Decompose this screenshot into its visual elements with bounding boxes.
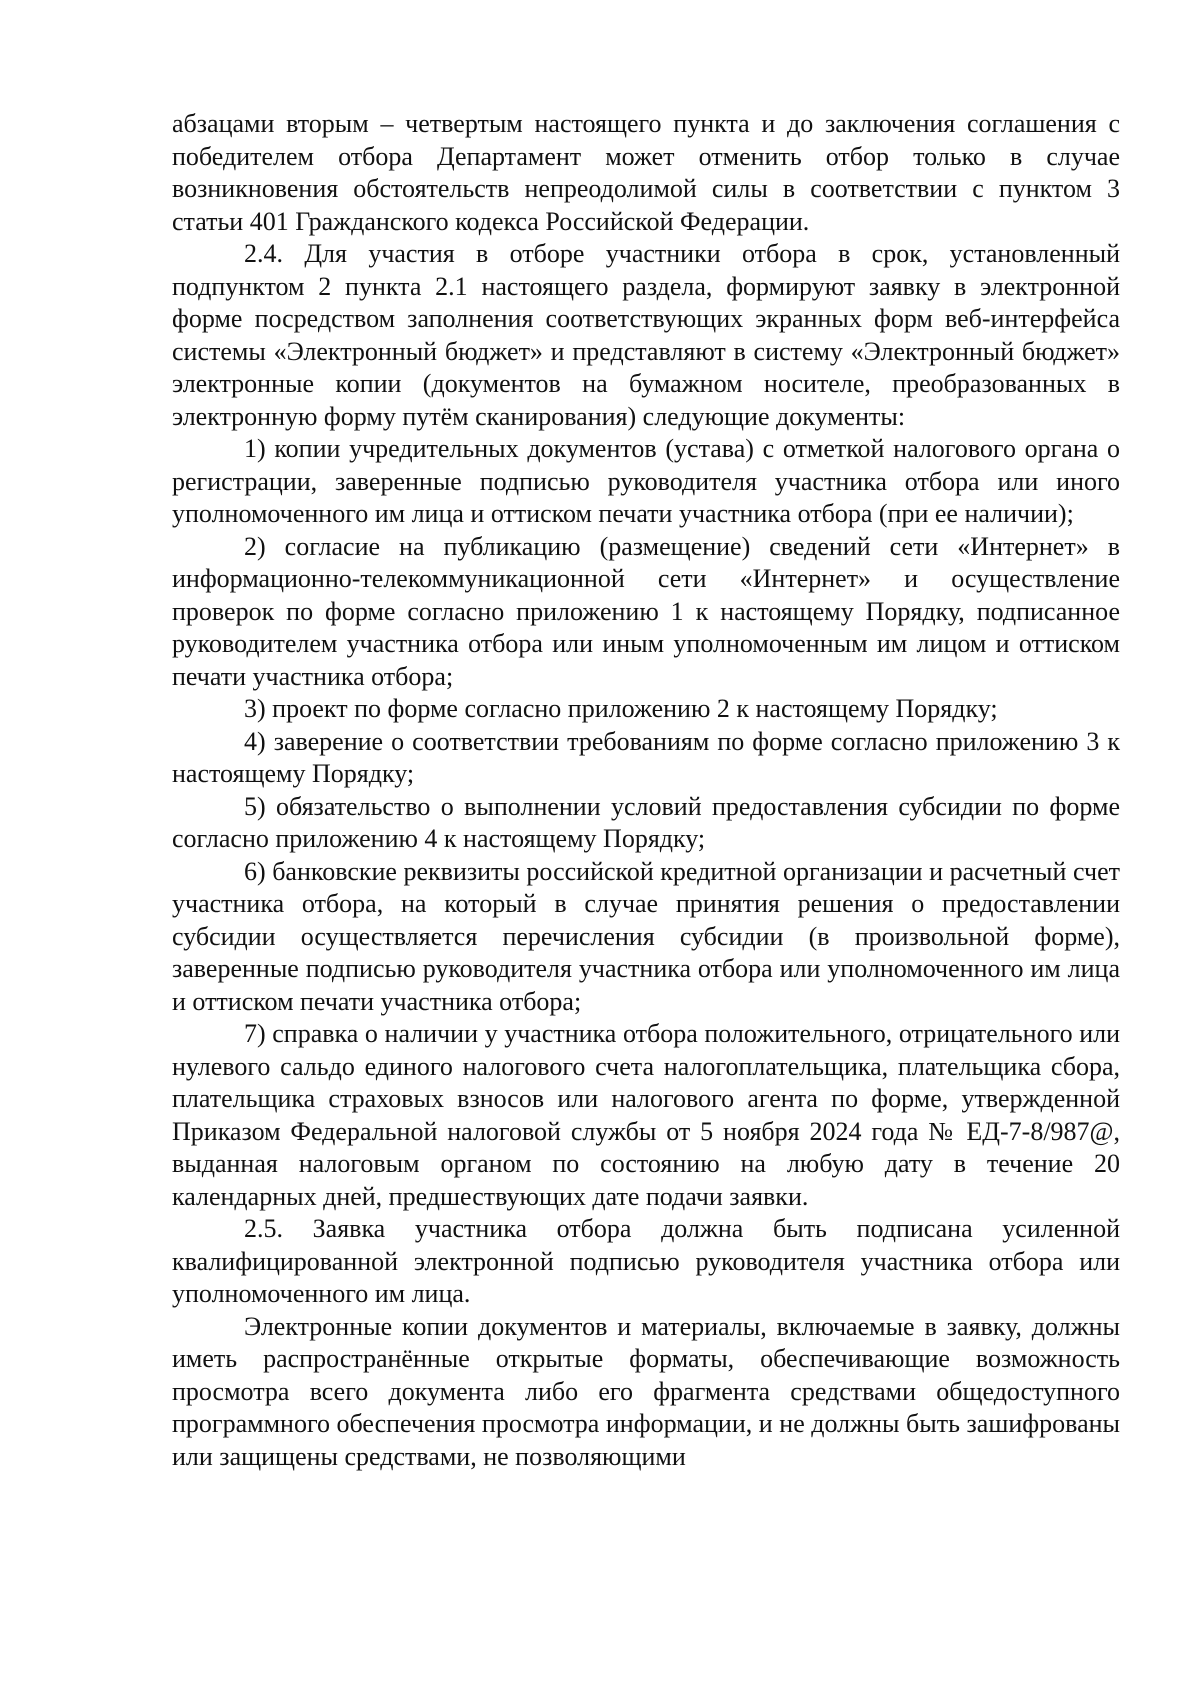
paragraph-continuation: абзацами вторым – четвертым настоящего пункта и до заключения соглашения с победителем отбора Департамент может отменить отбор только в случае возникновения обстоятельств непреодолимой силы в соответствии с пунктом 3 статьи 401 Гражданского кодекса Российской Федерации.: [172, 109, 1120, 236]
list-item-6: 6) банковские реквизиты российской кредитной организации и расчетный счет участника отбора, на который в случае принятия решения о предоставлении субсидии осуществляется перечисления субсидии (в произвольной форме), заверенные подписью руководителя участника отбора или уполномоченного им лица и оттиском печати участника отбора;: [172, 856, 1120, 1016]
list-item-7: 7) справка о наличии у участника отбора положительного, отрицательного или нулевого сальдо единого налогового счета налогоплательщика, плательщика сбора, плательщика страховых взносов или налогового агента по форме, утвержденной Приказом Федеральной налоговой службы от 5 ноября 2024 года № ЕД-7-8/987@, выданная налоговым органом по состоянию на любую дату в течение 20 календарных дней, предшествующих дате подачи заявки.: [172, 1019, 1120, 1211]
list-item-1: 1) копии учредительных документов (устава) с отметкой налогового органа о регистрации, заверенные подписью руководителя участника отбора или иного уполномоченного им лица и оттиском печати участника отбора (при ее наличии);: [172, 434, 1120, 528]
list-item-4: 4) заверение о соответствии требованиям по форме согласно приложению 3 к настоящему Порядку;: [172, 726, 1120, 788]
list-item-5: 5) обязательство о выполнении условий предоставления субсидии по форме согласно приложению 4 к настоящему Порядку;: [172, 791, 1120, 853]
paragraph-electronic-copies: Электронные копии документов и материалы, включаемые в заявку, должны иметь распространённые открытые форматы, обеспечивающие возможность просмотра всего документа либо его фрагмента средствами общедоступного программного обеспечения просмотра информации, и не должны быть зашифрованы или защищены средствами, не позволяющими: [172, 1311, 1120, 1471]
document-page: [172, 108, 1120, 1473]
paragraph-2-5: 2.5. Заявка участника отбора должна быть подписана усиленной квалифицированной электронной подписью руководителя участника отбора или уполномоченного им лица.: [172, 1214, 1120, 1308]
paragraph-2-4: 2.4. Для участия в отборе участники отбора в срок, установленный подпунктом 2 пункта 2.1 настоящего раздела, формируют заявку в электронной форме посредством заполнения соответствующих экранных форм веб-интерфейса системы «Электронный бюджет» и представляют в систему «Электронный бюджет» электронные копии (документов на бумажном носителе, преобразованных в электронную форму путём сканирования) следующие документы:: [172, 239, 1120, 431]
list-item-3: 3) проект по форме согласно приложению 2 к настоящему Порядку;: [244, 694, 998, 723]
list-item-2: 2) согласие на публикацию (размещение) сведений сети «Интернет» в информационно-телекоммуникационной сети «Интернет» и осуществление проверок по форме согласно приложению 1 к настоящему Порядку, подписанное руководителем участника отбора или иным уполномоченным им лицом и оттиском печати участника отбора;: [172, 531, 1120, 691]
